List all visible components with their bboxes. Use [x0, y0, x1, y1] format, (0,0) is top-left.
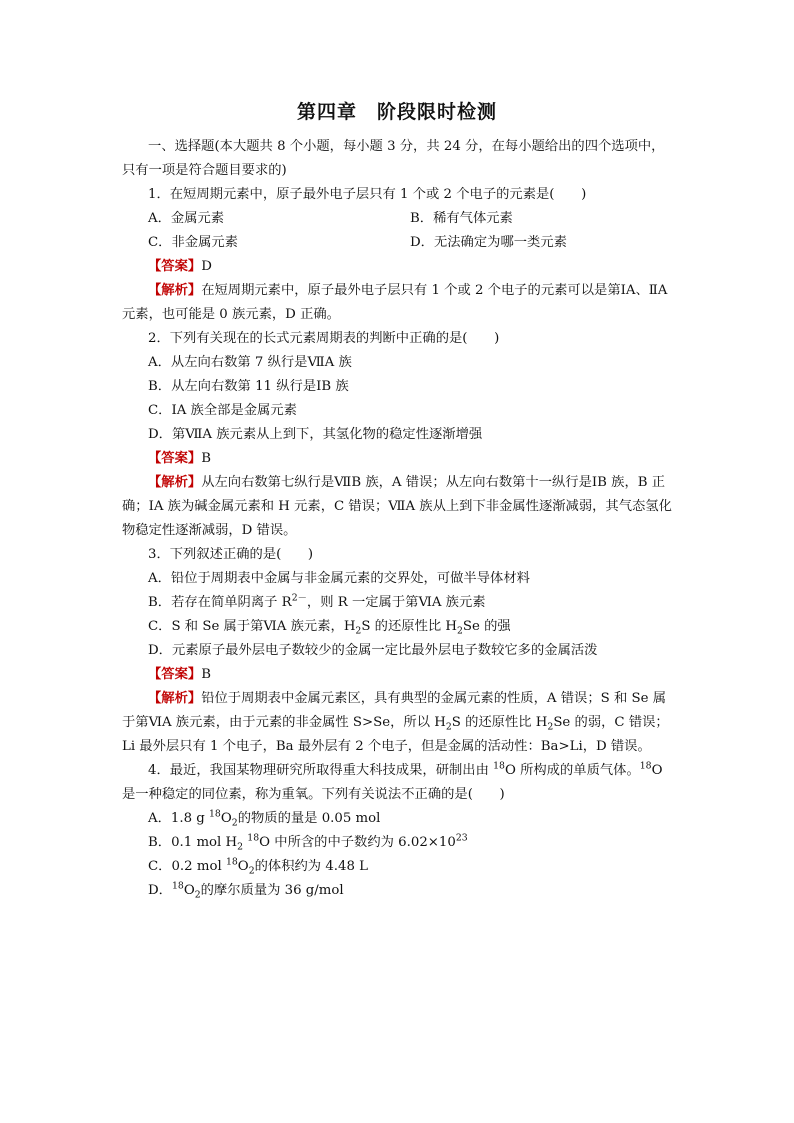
- answer-value: B: [201, 451, 211, 466]
- answer-label: 【答案】: [148, 451, 202, 466]
- option-a: A．铅位于周期表中金属与非金属元素的交界处，可做半导体材料: [148, 571, 530, 586]
- option-d: D．元素原子最外层电子数较少的金属一定比最外层电子数较它多的金属活泼: [148, 643, 598, 658]
- question-3-analysis: 【解析】铅位于周期表中金属元素区，具有典型的金属元素的性质，A 错误；S 和 Se 属于第ⅥA 族元素，由于元素的非金属性 S>Se，所以 $H_2S$ 的还原性比 $H_2Se$ 的弱，C 错误；Li 最外层只有 1 个电子，Ba 最外层有 2 个电子，但是金属的活动性：Ba>Li，D 错误。: [122, 691, 669, 754]
- option-a: A．1.8 g $^{18}O_2$的物质的量是 0.05 mol: [148, 808, 381, 829]
- option-b: B．稀有气体元素: [410, 211, 513, 226]
- analysis-label: 【解析】: [148, 475, 202, 490]
- option-d: D．无法确定为哪一类元素: [410, 235, 567, 250]
- analysis-text: 在短周期元素中，原子最外电子层只有 1 个或 2 个电子的元素可以是第ⅠA、ⅡA 元素，也可能是 0 族元素，D 正确。: [122, 283, 668, 322]
- section-intro: 一、选择题(本大题共 8 个小题，每小题 3 分，共 24 分，在每小题给出的四个选项中，只有一项是符合题目要求的): [122, 139, 665, 178]
- option-c: C．非金属元素: [148, 235, 238, 250]
- question-1-answer: [122, 255, 674, 279]
- option-d: D．第ⅦA 族元素从上到下，其氢化物的稳定性逐渐增强: [148, 427, 483, 442]
- content-body: [122, 135, 674, 903]
- answer-value: B: [201, 667, 211, 682]
- question-1-options-row-2: [122, 231, 674, 255]
- option-c: C．0.2 mol $^{18}O_2$的体积约为 4.48 L: [148, 856, 368, 877]
- answer-label: 【答案】: [148, 259, 202, 274]
- analysis-label: 【解析】: [148, 691, 202, 706]
- question-2-answer: [122, 447, 674, 471]
- option-d: D．$^{18}O_2$的摩尔质量为 36 g/mol: [148, 880, 344, 901]
- option-b: B．若存在简单阴离子 $R^{2-}$，则 R 一定属于第ⅥA 族元素: [148, 592, 486, 610]
- option-b: B．从左向右数第 11 纵行是ⅠB 族: [148, 379, 349, 394]
- option-b: B．0.1 mol $H_2$ $^{18}$O 中所含的中子数约为 $6.02\times 10^{23}$: [148, 832, 468, 853]
- question-2-analysis: [122, 471, 674, 543]
- option-a: A．从左向右数第 7 纵行是ⅦA 族: [148, 355, 352, 370]
- question-3-stem: 3．下列叙述正确的是( ): [148, 547, 314, 562]
- question-4-stem: 4．最近，我国某物理研究所取得重大科技成果，研制出由 $^{18}$O 所构成的单质气体。$^{18}$O 是一种稳定的同位素，称为重氧。下列有关说法不正确的是( ): [122, 760, 663, 802]
- question-3-answer: [122, 663, 674, 687]
- option-c: C．S 和 Se 属于第ⅥA 族元素，$H_2S$ 的还原性比 $H_2Se$ 的强: [148, 619, 511, 637]
- page-title: 第四章 阶段限时检测: [296, 101, 497, 123]
- analysis-label: 【解析】: [148, 283, 202, 298]
- option-c: C．ⅠA 族全部是金属元素: [148, 403, 297, 418]
- question-2-stem: 2．下列有关现在的长式元素周期表的判断中正确的是( ): [148, 331, 500, 346]
- question-1-options-row-1: [122, 207, 674, 231]
- answer-value: D: [201, 259, 212, 274]
- option-a: A．金属元素: [148, 211, 225, 226]
- analysis-text: 从左向右数第七纵行是ⅦB 族，A 错误；从左向右数第十一纵行是ⅠB 族，B 正确；ⅠA 族为碱金属元素和 H 元素，C 错误；ⅦA 族从上到下非金属性逐渐减弱，其气态氢化物稳定性逐渐减弱，D 错误。: [122, 475, 672, 538]
- answer-label: 【答案】: [148, 667, 202, 682]
- question-1-analysis: [122, 279, 674, 327]
- question-1-stem: 1．在短周期元素中，原子最外电子层只有 1 个或 2 个电子的元素是( ): [148, 187, 587, 202]
